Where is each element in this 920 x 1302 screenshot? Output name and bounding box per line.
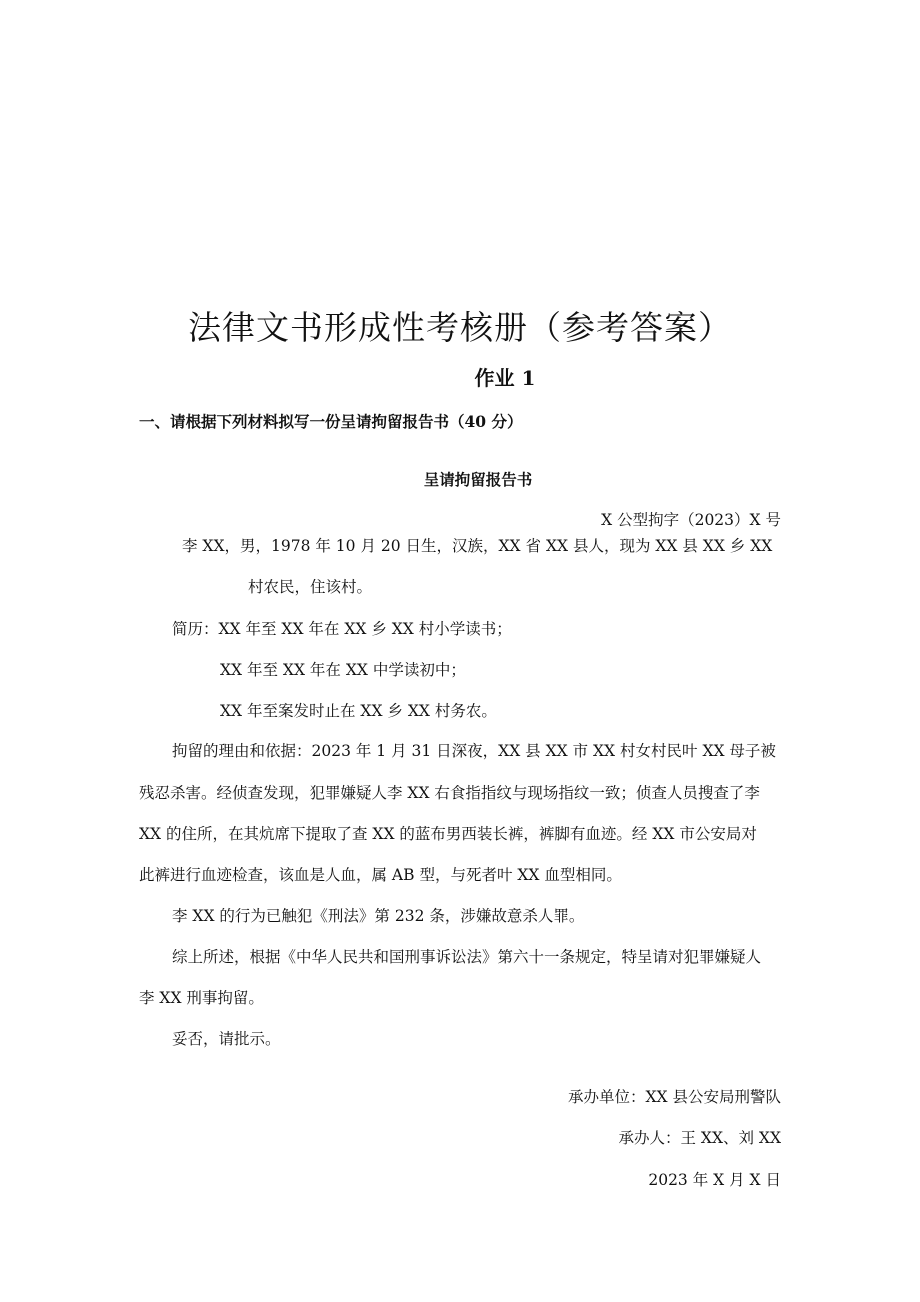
handlers: 承办人：王 XX、刘 XX bbox=[618, 1128, 781, 1147]
report-title: 呈请拘留报告书 bbox=[423, 469, 533, 489]
assignment-heading: 作业 1 bbox=[474, 366, 536, 390]
offense-paragraph: 李 XX 的行为已触犯《刑法》第 232 条，涉嫌故意杀人罪。 bbox=[172, 907, 585, 925]
request-line: 妥否，请批示。 bbox=[172, 1030, 281, 1048]
page-title: 法律文书形成性考核册（参考答案） bbox=[188, 308, 732, 347]
resume-line: 简历：XX 年至 XX 年在 XX 乡 XX 村小学读书； bbox=[172, 620, 512, 638]
conclusion-paragraph-line: 综上所述，根据《中华人民共和国刑事诉讼法》第六十一条规定，特呈请对犯罪嫌疑人 bbox=[172, 948, 762, 966]
conclusion-paragraph-line: 李 XX 刑事拘留。 bbox=[139, 989, 264, 1007]
handling-unit: 承办单位：XX 县公安局刑警队 bbox=[568, 1087, 781, 1106]
reason-paragraph-line: 此裤进行血迹检查，该血是人血，属 AB 型，与死者叶 XX 血型相同。 bbox=[139, 866, 622, 884]
question-heading: 一、请根据下列材料拟写一份呈请拘留报告书（40 分） bbox=[139, 412, 523, 431]
document-number: X 公型拘字（2023）X 号 bbox=[601, 510, 781, 529]
resume-line: XX 年至 XX 年在 XX 中学读初中； bbox=[220, 661, 466, 679]
reason-paragraph-line: 拘留的理由和依据：2023 年 1 月 31 日深夜，XX 县 XX 市 XX 村女村民叶 XX 母子被 bbox=[172, 742, 776, 760]
reason-paragraph-line: 残忍杀害。经侦查发现，犯罪嫌疑人李 XX 右食指指纹与现场指纹一致；侦查人员搜查了李 bbox=[139, 784, 760, 802]
suspect-info-line: 村农民，住该村。 bbox=[248, 578, 373, 596]
report-date: 2023 年 X 月 X 日 bbox=[648, 1170, 781, 1189]
reason-paragraph-line: XX 的住所，在其炕席下提取了查 XX 的蓝布男西装长裤，裤脚有血迹。经 XX 市公安局对 bbox=[139, 825, 757, 843]
suspect-info-line: 李 XX，男，1978 年 10 月 20 日生，汉族，XX 省 XX 县人，现为 XX 县 XX 乡 XX bbox=[182, 537, 773, 555]
resume-line: XX 年至案发时止在 XX 乡 XX 村务农。 bbox=[220, 702, 497, 720]
